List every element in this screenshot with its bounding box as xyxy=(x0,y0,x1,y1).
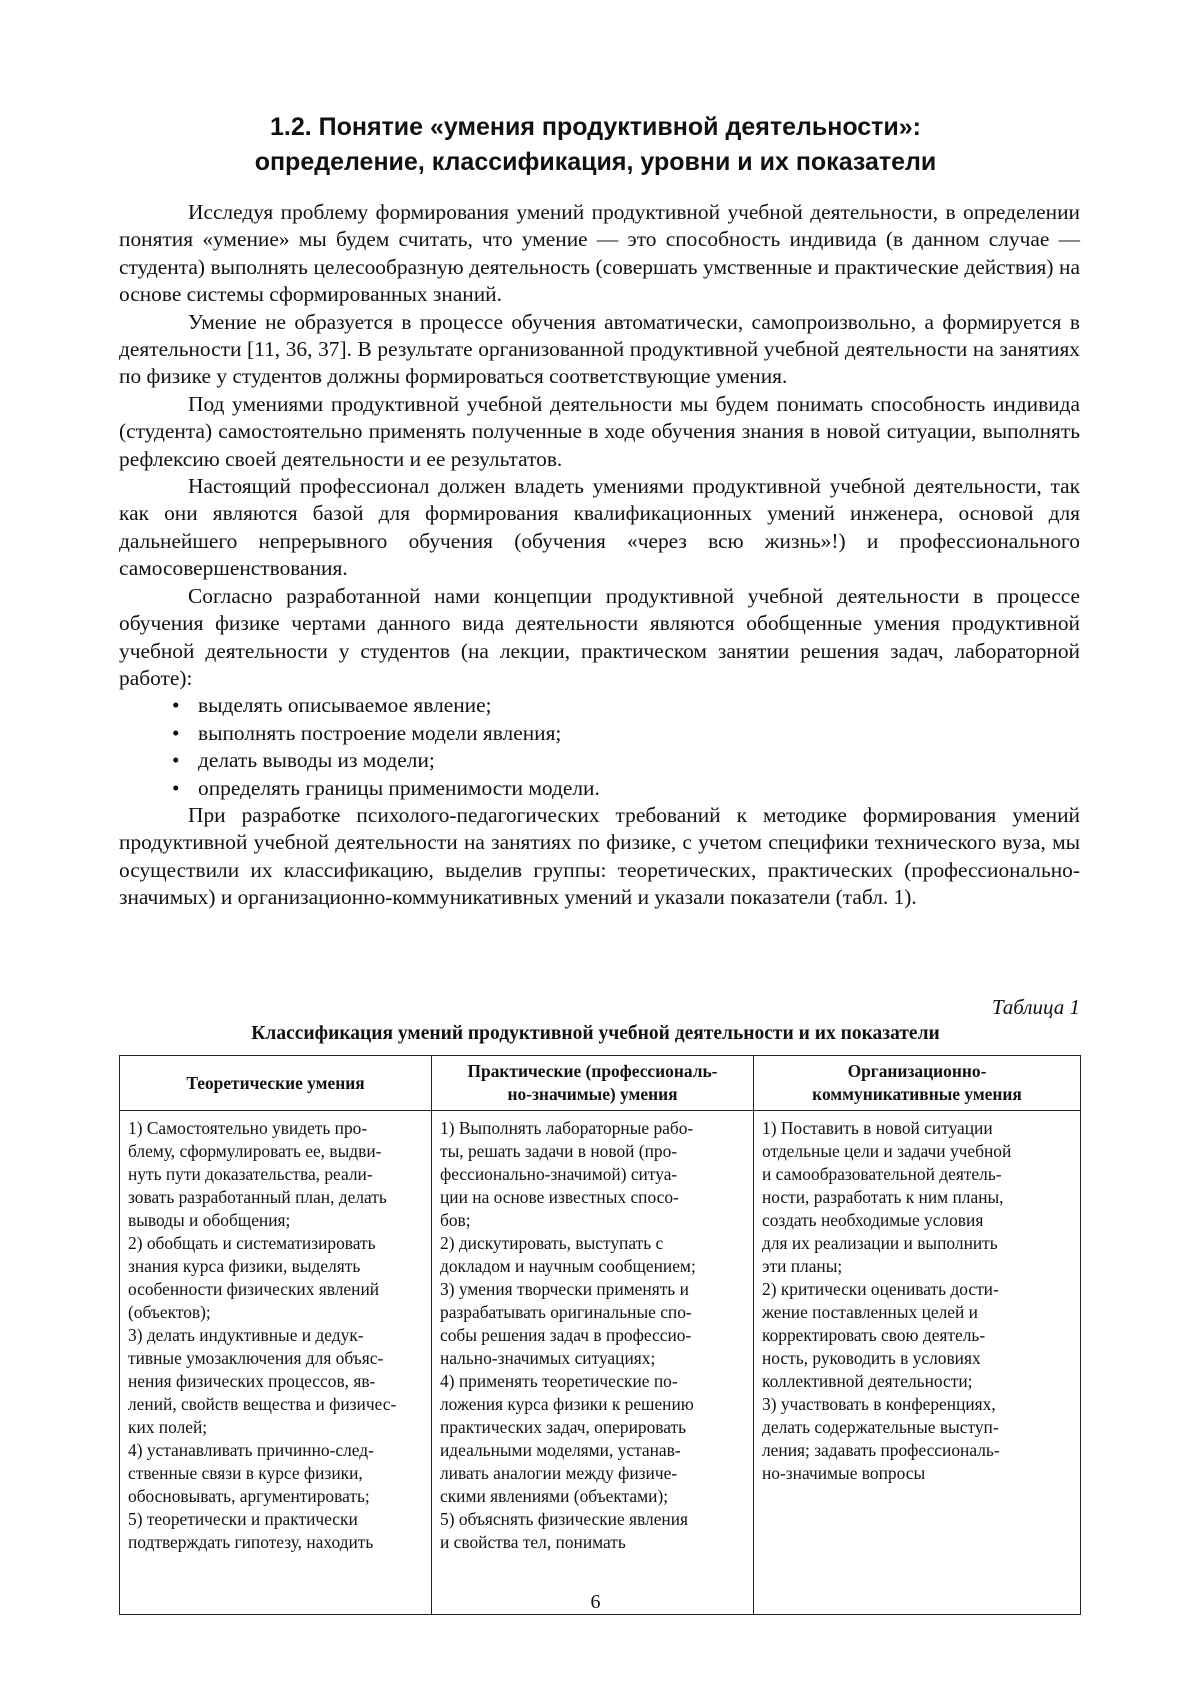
cell-line: 2) дискутировать, выступать с xyxy=(440,1233,664,1253)
cell-line: (объектов); xyxy=(128,1302,211,1322)
cell-line: 1) Выполнять лабораторные рабо- xyxy=(440,1118,694,1138)
cell-line: нения физических процессов, яв- xyxy=(128,1371,376,1391)
cell-line: зовать разработанный план, делать xyxy=(128,1187,387,1207)
table-label: Таблица 1 xyxy=(991,995,1080,1019)
cell-line: фессионально-значимой) ситуа- xyxy=(440,1164,678,1184)
bullet-icon: • xyxy=(172,693,180,718)
body-text xyxy=(119,199,1080,912)
cell-line: лений, свойств вещества и физичес- xyxy=(128,1394,397,1414)
cell-line: ты, решать задачи в новой (про- xyxy=(440,1141,678,1161)
cell-line: ности, разработать к ним планы, xyxy=(762,1187,1004,1207)
cell-line: ложения курса физики к решению xyxy=(440,1394,694,1414)
cell-line: блему, сформулировать ее, выдви- xyxy=(128,1141,382,1161)
cell-line: разрабатывать оригинальные спо- xyxy=(440,1302,692,1322)
cell-line: нально-значимых ситуациях; xyxy=(440,1348,656,1368)
cell-line: бов; xyxy=(440,1210,471,1230)
cell-line: скими явлениями (объектами); xyxy=(440,1486,669,1506)
cell-line: 2) обобщать и систематизировать xyxy=(128,1233,376,1253)
bullet-icon: • xyxy=(172,775,180,800)
cell-line: нуть пути доказательства, реали- xyxy=(128,1164,373,1184)
header-practical-skills: Практические (профессиональ- но-значимые) умения xyxy=(432,1056,754,1111)
cell-line: корректировать свою деятель- xyxy=(762,1325,986,1345)
cell-line: 5) объяснять физические явления xyxy=(440,1509,689,1529)
bullet-text: определять границы применимости модели. xyxy=(198,775,600,800)
cell-line: 3) участвовать в конференциях, xyxy=(762,1394,996,1414)
bullet-text: выделять описываемое явление; xyxy=(198,693,492,718)
cell-line: ления; задавать профессиональ- xyxy=(762,1440,1000,1460)
cell-line: 3) делать индуктивные и дедук- xyxy=(128,1325,364,1345)
cell-line: эти планы; xyxy=(762,1256,843,1276)
cell-line: собы решения задач в профессио- xyxy=(440,1325,692,1345)
bullet-item xyxy=(119,692,1080,719)
paragraph: Умение не образуется в процессе обучения автоматически, самопроизвольно, а формируется в деятельности [11, 36, 37]. В результате организованной продуктивной учебной деятельности на занятиях по физике у студентов должны формироваться соответствующие умения. xyxy=(119,309,1080,389)
table-title: Классификация умений продуктивной учебной деятельности и их показатели xyxy=(251,1023,940,1044)
bullet-item xyxy=(119,720,1080,747)
cell-line: тивные умозаключения для объяс- xyxy=(128,1348,384,1368)
cell-line: особенности физических явлений xyxy=(128,1279,380,1299)
cell-line: выводы и обобщения; xyxy=(128,1210,291,1230)
bullet-item xyxy=(119,775,1080,802)
cell-line: ственные связи в курсе физики, xyxy=(128,1463,363,1483)
cell-line: идеальными моделями, устанав- xyxy=(440,1440,681,1460)
cell-line: но-значимые вопросы xyxy=(762,1463,926,1483)
paragraph: Под умениями продуктивной учебной деятельности мы будем понимать способность индивида (студента) самостоятельно применять полученные в ходе обучения знания в новой ситуации, выполнять рефлексию своей деятельности и ее результатов. xyxy=(119,391,1080,471)
cell-line: жение поставленных целей и xyxy=(762,1302,978,1322)
cell-line: 3) умения творчески применять и xyxy=(440,1279,689,1299)
bullet-icon: • xyxy=(172,720,180,745)
practical-skills-cell xyxy=(432,1111,754,1615)
cell-line: отдельные цели и задачи учебной xyxy=(762,1141,1012,1161)
table-header-row xyxy=(120,1056,1081,1111)
cell-line: обосновывать, аргументировать; xyxy=(128,1486,370,1506)
cell-line: подтверждать гипотезу, находить xyxy=(128,1532,374,1552)
cell-line: 5) теоретически и практически xyxy=(128,1509,358,1529)
cell-line: знания курса физики, выделять xyxy=(128,1256,361,1276)
paragraph: Исследуя проблему формирования умений продуктивной учебной деятельности, в определении понятия «умение» мы будем считать, что умение — это способность индивида (в данном случае — студента) выполнять целесообразную деятельность (совершать умственные и практические действия) на основе системы сформированных знаний. xyxy=(119,200,1080,307)
heading-line-1: 1.2. Понятие «умения продуктивной деятельности»: xyxy=(269,113,922,141)
cell-line: 4) устанавливать причинно-след- xyxy=(128,1440,374,1460)
cell-line: ции на основе известных спосо- xyxy=(440,1187,679,1207)
paragraph: Согласно разработанной нами концепции продуктивной учебной деятельности в процессе обучения физике чертами данного вида деятельности являются обобщенные умения продуктивной учебной деятельности у студентов (на лекции, практическом занятии решения задач, лабораторной работе): xyxy=(119,583,1080,690)
cell-line: 1) Поставить в новой ситуации xyxy=(762,1118,993,1138)
cell-line: практических задач, оперировать xyxy=(440,1417,687,1437)
bullet-text: выполнять построение модели явления; xyxy=(198,720,562,745)
classification-table xyxy=(119,1055,1081,1615)
cell-line: создать необходимые условия xyxy=(762,1210,984,1230)
organizational-skills-cell xyxy=(754,1111,1081,1615)
cell-line: докладом и научным сообщением; xyxy=(440,1256,696,1276)
section-heading xyxy=(110,110,1081,180)
cell-line: 4) применять теоретические по- xyxy=(440,1371,678,1391)
closing-paragraph: При разработке психолого-педагогических требований к методике формирования умений продуктивной учебной деятельности на занятиях по физике, с учетом специфики технического вуза, мы осуществили их классификацию, выделив группы: теоретических, практических (профессионально-значимых) и организационно-коммуникативных умений и указали показатели (табл. 1). xyxy=(119,802,1080,910)
cell-line: и самообразовательной деятель- xyxy=(762,1164,1002,1184)
skills-bullet-list xyxy=(119,692,1080,802)
cell-line: для их реализации и выполнить xyxy=(762,1233,998,1253)
bullet-icon: • xyxy=(172,748,180,773)
cell-line: ливать аналогии между физиче- xyxy=(440,1463,678,1483)
bullet-item xyxy=(119,747,1080,774)
heading-line-2: определение, классификация, уровни и их показатели xyxy=(254,148,937,176)
cell-line: 2) критически оценивать дости- xyxy=(762,1279,999,1299)
cell-line: ность, руководить в условиях xyxy=(762,1348,981,1368)
paragraph: Настоящий профессионал должен владеть умениями продуктивной учебной деятельности, так как они являются базой для формирования квалификационных умений инженера, основой для дальнейшего непрерывного обучения (обучения «через всю жизнь»!) и профессионального самосовершенствования. xyxy=(119,474,1080,581)
cell-line: делать содержательные выступ- xyxy=(762,1417,999,1437)
table-row xyxy=(120,1111,1081,1615)
page-number: 6 xyxy=(590,1591,601,1613)
cell-line: коллективной деятельности; xyxy=(762,1371,973,1391)
theoretical-skills-cell xyxy=(120,1111,432,1615)
header-organizational-skills: Организационно- коммуникативные умения xyxy=(754,1056,1081,1111)
cell-line: и свойства тел, понимать xyxy=(440,1532,626,1552)
bullet-text: делать выводы из модели; xyxy=(198,748,435,773)
header-theoretical-skills: Теоретические умения xyxy=(120,1056,432,1111)
cell-line: 1) Самостоятельно увидеть про- xyxy=(128,1118,368,1138)
cell-line: ких полей; xyxy=(128,1417,208,1437)
